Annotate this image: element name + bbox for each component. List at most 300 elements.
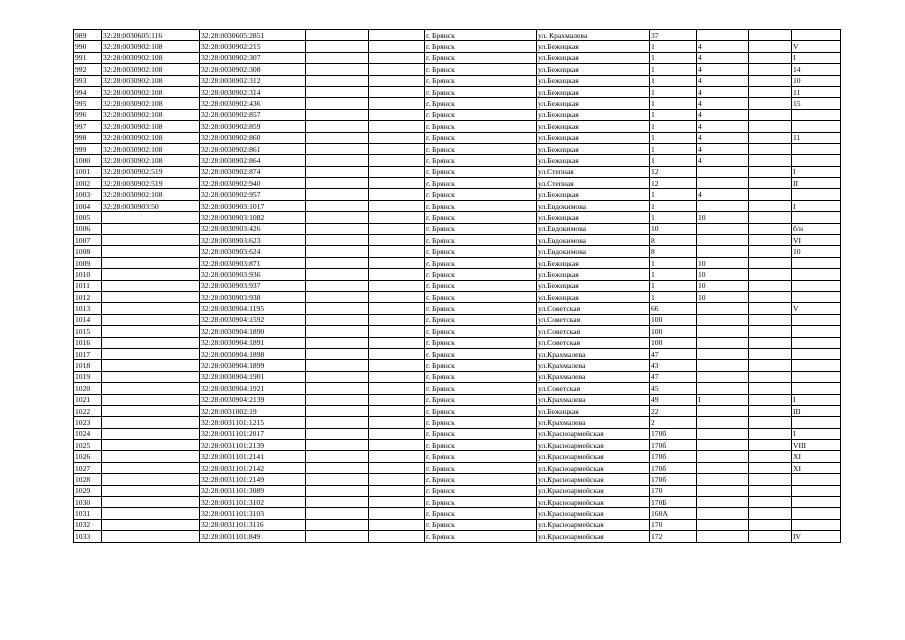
row-number-cell: 1008 (74, 246, 102, 257)
empty-cell (306, 52, 369, 63)
premises-number-cell (792, 360, 841, 371)
street-cell: ул.Красноармейская (537, 497, 650, 508)
object-cadastral-number-cell: 32:28:0030903:937 (200, 280, 306, 291)
street-cell: ул.Бежицкая (537, 143, 650, 154)
row-number-cell: 1021 (74, 394, 102, 405)
table-row (74, 155, 841, 166)
empty-cell (749, 348, 792, 359)
premises-number-cell (792, 337, 841, 348)
city-cell: г. Брянск (425, 223, 537, 234)
house-number-cell: 100 (650, 326, 697, 337)
city-cell: г. Брянск (425, 132, 537, 143)
city-cell: г. Брянск (425, 417, 537, 428)
empty-cell (306, 64, 369, 75)
table-row (74, 200, 841, 211)
house-number-cell: 170 (650, 519, 697, 530)
house-number-cell: 160А (650, 508, 697, 519)
city-cell: г. Брянск (425, 143, 537, 154)
empty-cell (306, 326, 369, 337)
object-cadastral-number-cell: 32:28:0030904:1899 (200, 360, 306, 371)
empty-cell (749, 30, 792, 41)
house-number-cell: 37 (650, 30, 697, 41)
empty-cell (306, 531, 369, 542)
city-cell: г. Брянск (425, 337, 537, 348)
object-cadastral-number-cell: 32:28:0031101:2017 (200, 428, 306, 439)
row-number-cell: 989 (74, 30, 102, 41)
street-cell: ул.Крахмалева (537, 348, 650, 359)
premises-number-cell (792, 326, 841, 337)
empty-cell (749, 132, 792, 143)
empty-cell (749, 155, 792, 166)
row-number-cell: 1018 (74, 360, 102, 371)
house-number-cell: 1 (650, 64, 697, 75)
land-cadastral-number-cell (102, 257, 200, 268)
object-cadastral-number-cell: 32:28:0030902:864 (200, 155, 306, 166)
premises-number-cell (792, 121, 841, 132)
empty-cell (749, 269, 792, 280)
street-cell: ул.Бежицкая (537, 212, 650, 223)
city-cell: г. Брянск (425, 280, 537, 291)
row-number-cell: 1029 (74, 485, 102, 496)
object-cadastral-number-cell: 32:28:0030902:861 (200, 143, 306, 154)
building-cell: 4 (697, 121, 749, 132)
house-number-cell: 1 (650, 86, 697, 97)
table-row (74, 86, 841, 97)
premises-number-cell: XI (792, 451, 841, 462)
street-cell: ул.Красноармейская (537, 428, 650, 439)
empty-cell (306, 200, 369, 211)
table-row (74, 189, 841, 200)
empty-cell (369, 98, 425, 109)
city-cell: г. Брянск (425, 326, 537, 337)
row-number-cell: 1010 (74, 269, 102, 280)
premises-number-cell: 10 (792, 75, 841, 86)
table-row (74, 417, 841, 428)
empty-cell (749, 109, 792, 120)
table-row (74, 519, 841, 530)
house-number-cell: 12 (650, 166, 697, 177)
street-cell: ул.Бежицкая (537, 291, 650, 302)
row-number-cell: 1005 (74, 212, 102, 223)
premises-number-cell (792, 189, 841, 200)
empty-cell (306, 314, 369, 325)
city-cell: г. Брянск (425, 121, 537, 132)
building-cell: 10 (697, 212, 749, 223)
city-cell: г. Брянск (425, 75, 537, 86)
object-cadastral-number-cell: 32:28:0030903:623 (200, 235, 306, 246)
empty-cell (749, 200, 792, 211)
object-cadastral-number-cell: 32:28:0030902:957 (200, 189, 306, 200)
building-cell (697, 246, 749, 257)
city-cell: г. Брянск (425, 246, 537, 257)
empty-cell (369, 223, 425, 234)
empty-cell (306, 360, 369, 371)
street-cell: ул.Красноармейская (537, 440, 650, 451)
building-cell (697, 371, 749, 382)
house-number-cell: 8 (650, 246, 697, 257)
land-cadastral-number-cell (102, 440, 200, 451)
object-cadastral-number-cell: 32:28:0031101:2149 (200, 474, 306, 485)
table-row (74, 64, 841, 75)
land-cadastral-number-cell (102, 348, 200, 359)
empty-cell (749, 166, 792, 177)
building-cell (697, 223, 749, 234)
house-number-cell: 1 (650, 257, 697, 268)
building-cell (697, 166, 749, 177)
city-cell: г. Брянск (425, 383, 537, 394)
house-number-cell: 22 (650, 405, 697, 416)
empty-cell (369, 246, 425, 257)
building-cell (697, 451, 749, 462)
land-cadastral-number-cell: 32:28:0030902:108 (102, 132, 200, 143)
premises-number-cell: 14 (792, 64, 841, 75)
premises-number-cell (792, 314, 841, 325)
building-cell (697, 462, 749, 473)
table-row (74, 41, 841, 52)
empty-cell (306, 280, 369, 291)
table-row (74, 132, 841, 143)
row-number-cell: 990 (74, 41, 102, 52)
building-cell (697, 508, 749, 519)
empty-cell (749, 257, 792, 268)
building-cell: 4 (697, 52, 749, 63)
land-cadastral-number-cell (102, 383, 200, 394)
empty-cell (306, 337, 369, 348)
empty-cell (306, 519, 369, 530)
object-cadastral-number-cell: 32:28:0030902:312 (200, 75, 306, 86)
empty-cell (306, 223, 369, 234)
city-cell: г. Брянск (425, 497, 537, 508)
city-cell: г. Брянск (425, 98, 537, 109)
premises-number-cell (792, 383, 841, 394)
premises-number-cell: 11 (792, 86, 841, 97)
premises-number-cell: I (792, 394, 841, 405)
premises-number-cell (792, 291, 841, 302)
premises-number-cell (792, 474, 841, 485)
land-cadastral-number-cell (102, 235, 200, 246)
city-cell: г. Брянск (425, 371, 537, 382)
city-cell: г. Брянск (425, 30, 537, 41)
street-cell: ул.Степная (537, 178, 650, 189)
empty-cell (749, 337, 792, 348)
premises-number-cell: V (792, 41, 841, 52)
empty-cell (749, 451, 792, 462)
street-cell: ул.Бежицкая (537, 75, 650, 86)
street-cell: ул.Советская (537, 383, 650, 394)
table-row (74, 257, 841, 268)
city-cell: г. Брянск (425, 200, 537, 211)
street-cell: ул.Евдокимова (537, 223, 650, 234)
building-cell (697, 348, 749, 359)
land-cadastral-number-cell (102, 269, 200, 280)
city-cell: г. Брянск (425, 405, 537, 416)
empty-cell (749, 303, 792, 314)
empty-cell (306, 235, 369, 246)
row-number-cell: 997 (74, 121, 102, 132)
house-number-cell: 1 (650, 109, 697, 120)
land-cadastral-number-cell: 32:28:0030902:519 (102, 178, 200, 189)
land-cadastral-number-cell (102, 291, 200, 302)
land-cadastral-number-cell (102, 280, 200, 291)
street-cell: ул.Советская (537, 303, 650, 314)
table-row (74, 75, 841, 86)
empty-cell (306, 474, 369, 485)
row-number-cell: 993 (74, 75, 102, 86)
row-number-cell: 1030 (74, 497, 102, 508)
building-cell (697, 360, 749, 371)
city-cell: г. Брянск (425, 485, 537, 496)
row-number-cell: 991 (74, 52, 102, 63)
empty-cell (306, 30, 369, 41)
house-number-cell: 100 (650, 314, 697, 325)
street-cell: ул.Бежицкая (537, 155, 650, 166)
land-cadastral-number-cell (102, 531, 200, 542)
building-cell (697, 178, 749, 189)
city-cell: г. Брянск (425, 269, 537, 280)
house-number-cell: 1 (650, 121, 697, 132)
city-cell: г. Брянск (425, 257, 537, 268)
city-cell: г. Брянск (425, 360, 537, 371)
street-cell: ул.Красноармейская (537, 462, 650, 473)
row-number-cell: 1033 (74, 531, 102, 542)
premises-number-cell: 10 (792, 246, 841, 257)
empty-cell (369, 485, 425, 496)
house-number-cell: 170б (650, 462, 697, 473)
row-number-cell: 1022 (74, 405, 102, 416)
street-cell: ул.Евдокимова (537, 246, 650, 257)
building-cell: 4 (697, 143, 749, 154)
premises-number-cell (792, 109, 841, 120)
object-cadastral-number-cell: 32:28:0030902:874 (200, 166, 306, 177)
land-cadastral-number-cell (102, 519, 200, 530)
object-cadastral-number-cell: 32:28:0030904:1195 (200, 303, 306, 314)
land-cadastral-number-cell (102, 303, 200, 314)
premises-number-cell (792, 212, 841, 223)
building-cell (697, 30, 749, 41)
object-cadastral-number-cell: 32:28:0030903:871 (200, 257, 306, 268)
premises-number-cell: 15 (792, 98, 841, 109)
object-cadastral-number-cell: 32:28:0031101:3116 (200, 519, 306, 530)
street-cell: ул.Бежицкая (537, 52, 650, 63)
table-row (74, 485, 841, 496)
street-cell: ул.Бежицкая (537, 121, 650, 132)
table-row (74, 246, 841, 257)
table-row (74, 223, 841, 234)
object-cadastral-number-cell: 32:28:0030903:938 (200, 291, 306, 302)
building-cell: 4 (697, 64, 749, 75)
table-row (74, 143, 841, 154)
row-number-cell: 1024 (74, 428, 102, 439)
empty-cell (306, 508, 369, 519)
empty-cell (369, 360, 425, 371)
premises-number-cell (792, 143, 841, 154)
land-cadastral-number-cell (102, 337, 200, 348)
table-row (74, 326, 841, 337)
empty-cell (749, 360, 792, 371)
street-cell: ул.Бежицкая (537, 109, 650, 120)
land-cadastral-number-cell: 32:28:0030902:108 (102, 121, 200, 132)
empty-cell (369, 200, 425, 211)
object-cadastral-number-cell: 32:28:0031101:2139 (200, 440, 306, 451)
street-cell: ул.Крахмалева (537, 394, 650, 405)
empty-cell (369, 166, 425, 177)
city-cell: г. Брянск (425, 109, 537, 120)
empty-cell (369, 235, 425, 246)
row-number-cell: 996 (74, 109, 102, 120)
empty-cell (306, 269, 369, 280)
land-cadastral-number-cell (102, 462, 200, 473)
building-cell: 4 (697, 109, 749, 120)
city-cell: г. Брянск (425, 155, 537, 166)
building-cell: 4 (697, 132, 749, 143)
empty-cell (306, 143, 369, 154)
land-cadastral-number-cell (102, 474, 200, 485)
row-number-cell: 1004 (74, 200, 102, 211)
empty-cell (369, 451, 425, 462)
object-cadastral-number-cell: 32:28:0031101:849 (200, 531, 306, 542)
land-cadastral-number-cell: 32:28:0030902:108 (102, 86, 200, 97)
street-cell: ул.Бежицкая (537, 86, 650, 97)
street-cell: ул. Крахмалева (537, 30, 650, 41)
house-number-cell: 66 (650, 303, 697, 314)
row-number-cell: 1020 (74, 383, 102, 394)
empty-cell (749, 189, 792, 200)
land-cadastral-number-cell: 32:28:0030902:108 (102, 143, 200, 154)
empty-cell (369, 337, 425, 348)
building-cell: 4 (697, 98, 749, 109)
table-row (74, 98, 841, 109)
row-number-cell: 1017 (74, 348, 102, 359)
premises-number-cell: б/н (792, 223, 841, 234)
building-cell (697, 200, 749, 211)
house-number-cell: 45 (650, 383, 697, 394)
empty-cell (306, 371, 369, 382)
object-cadastral-number-cell: 32:28:0030903:936 (200, 269, 306, 280)
table-row (74, 440, 841, 451)
table-row (74, 212, 841, 223)
table-row (74, 474, 841, 485)
row-number-cell: 1009 (74, 257, 102, 268)
object-cadastral-number-cell: 32:28:0030902:860 (200, 132, 306, 143)
city-cell: г. Брянск (425, 519, 537, 530)
table-row (74, 235, 841, 246)
empty-cell (369, 143, 425, 154)
city-cell: г. Брянск (425, 428, 537, 439)
table-row (74, 508, 841, 519)
empty-cell (306, 348, 369, 359)
land-cadastral-number-cell (102, 485, 200, 496)
empty-cell (369, 314, 425, 325)
premises-number-cell: V (792, 303, 841, 314)
empty-cell (306, 405, 369, 416)
object-cadastral-number-cell: 32:28:0031101:3089 (200, 485, 306, 496)
house-number-cell: 1 (650, 200, 697, 211)
object-cadastral-number-cell: 32:28:0030904:1891 (200, 337, 306, 348)
building-cell (697, 326, 749, 337)
land-cadastral-number-cell (102, 497, 200, 508)
empty-cell (749, 383, 792, 394)
empty-cell (369, 417, 425, 428)
street-cell: ул.Крахмалева (537, 360, 650, 371)
empty-cell (369, 178, 425, 189)
city-cell: г. Брянск (425, 86, 537, 97)
house-number-cell: 2 (650, 417, 697, 428)
building-cell: 4 (697, 75, 749, 86)
house-number-cell: 10 (650, 223, 697, 234)
land-cadastral-number-cell: 32:28:0030902:108 (102, 189, 200, 200)
object-cadastral-number-cell: 32:28:0031002:19 (200, 405, 306, 416)
object-cadastral-number-cell: 32:28:0031101:3103 (200, 508, 306, 519)
object-cadastral-number-cell: 32:28:0030904:1890 (200, 326, 306, 337)
table-row (74, 291, 841, 302)
premises-number-cell (792, 155, 841, 166)
object-cadastral-number-cell: 32:28:0030902:940 (200, 178, 306, 189)
land-cadastral-number-cell (102, 371, 200, 382)
land-cadastral-number-cell (102, 314, 200, 325)
empty-cell (369, 394, 425, 405)
table-row (74, 531, 841, 542)
object-cadastral-number-cell: 32:28:0030903:1082 (200, 212, 306, 223)
city-cell: г. Брянск (425, 440, 537, 451)
row-number-cell: 998 (74, 132, 102, 143)
land-cadastral-number-cell: 32:28:0030902:519 (102, 166, 200, 177)
land-cadastral-number-cell: 32:28:0030902:108 (102, 98, 200, 109)
building-cell (697, 428, 749, 439)
city-cell: г. Брянск (425, 348, 537, 359)
house-number-cell: 43 (650, 360, 697, 371)
building-cell (697, 474, 749, 485)
empty-cell (369, 440, 425, 451)
premises-number-cell (792, 280, 841, 291)
premises-number-cell (792, 417, 841, 428)
premises-number-cell: I (792, 166, 841, 177)
street-cell: ул.Степная (537, 166, 650, 177)
object-cadastral-number-cell: 32:28:0031101:2142 (200, 462, 306, 473)
table-row (74, 269, 841, 280)
table-row (74, 405, 841, 416)
empty-cell (749, 178, 792, 189)
empty-cell (749, 508, 792, 519)
object-cadastral-number-cell: 32:28:0030902:307 (200, 52, 306, 63)
register-body (74, 30, 841, 543)
land-cadastral-number-cell (102, 428, 200, 439)
empty-cell (306, 485, 369, 496)
row-number-cell: 1013 (74, 303, 102, 314)
empty-cell (306, 462, 369, 473)
building-cell: 4 (697, 86, 749, 97)
street-cell: ул.Бежицкая (537, 98, 650, 109)
empty-cell (306, 383, 369, 394)
street-cell: ул.Бежицкая (537, 280, 650, 291)
house-number-cell: 1 (650, 291, 697, 302)
empty-cell (749, 462, 792, 473)
empty-cell (306, 440, 369, 451)
city-cell: г. Брянск (425, 451, 537, 462)
house-number-cell: 12 (650, 178, 697, 189)
empty-cell (369, 64, 425, 75)
empty-cell (749, 41, 792, 52)
premises-number-cell: IV (792, 531, 841, 542)
empty-cell (369, 428, 425, 439)
building-cell: 10 (697, 291, 749, 302)
empty-cell (749, 212, 792, 223)
table-row (74, 121, 841, 132)
empty-cell (369, 41, 425, 52)
object-cadastral-number-cell: 32:28:0030902:314 (200, 86, 306, 97)
city-cell: г. Брянск (425, 189, 537, 200)
house-number-cell: 1 (650, 52, 697, 63)
object-cadastral-number-cell: 32:28:0030903:1017 (200, 200, 306, 211)
